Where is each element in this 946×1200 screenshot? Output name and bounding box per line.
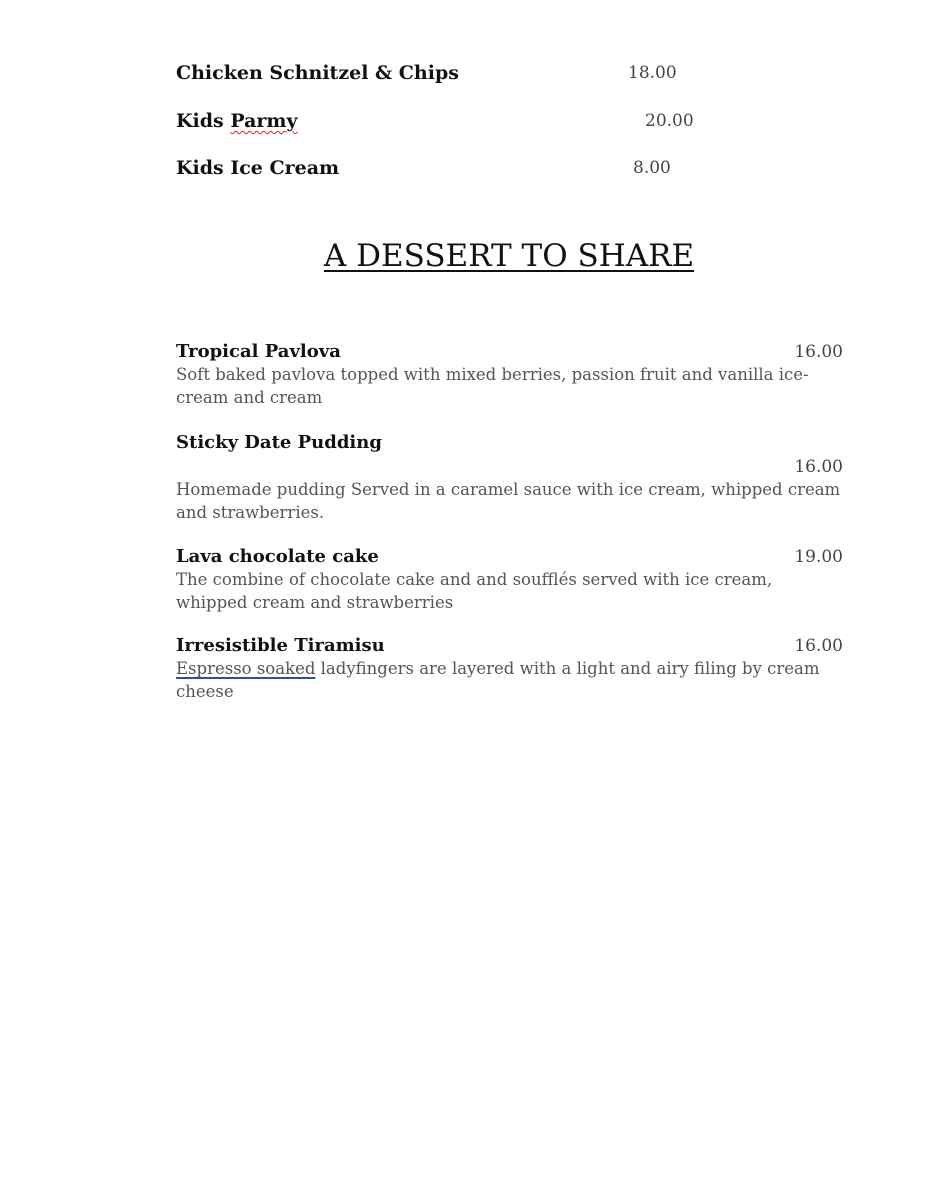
menu-item-price: 8.00: [633, 158, 671, 178]
grammar-flagged-phrase: Espresso soaked: [176, 659, 316, 678]
menu-item-name: Kids Ice Cream: [176, 157, 340, 179]
dessert-description: Soft baked pavlova topped with mixed berries, passion fruit and vanilla ice-cream and cream: [176, 365, 809, 407]
dessert-price: 19.00: [794, 547, 843, 567]
dessert-name: Sticky Date Pudding: [176, 432, 382, 453]
spellcheck-flagged-word: Parmy: [230, 110, 298, 132]
dessert-name: Irresistible Tiramisu: [176, 635, 385, 656]
dessert-item-tropical-pavlova: [176, 340, 843, 409]
dessert-name: Tropical Pavlova: [176, 341, 341, 362]
section-heading: A DESSERT TO SHARE: [323, 238, 695, 274]
menu-item-chicken-schnitzel: [176, 62, 736, 88]
dessert-item-sticky-date-pudding: [176, 431, 843, 524]
menu-item-name: Chicken Schnitzel & Chips: [176, 62, 459, 84]
dessert-item-irresistible-tiramisu: [176, 634, 843, 703]
dessert-price: 16.00: [794, 342, 843, 362]
dessert-name: Lava chocolate cake: [176, 546, 379, 567]
dessert-description: [176, 658, 843, 703]
menu-item-name: [176, 110, 298, 132]
dessert-price: 16.00: [794, 457, 843, 477]
dessert-price: 16.00: [794, 636, 843, 656]
dessert-description-rest: ladyfingers are layered with a light and airy filing by cream cheese: [176, 659, 820, 701]
menu-item-name-prefix: Kids: [176, 110, 231, 132]
dessert-description: Homemade pudding Served in a caramel sauce with ice cream, whipped cream and strawberries.: [176, 480, 841, 522]
menu-item-kids-ice-cream: [176, 157, 736, 183]
dessert-description: The combine of chocolate cake and and soufflés served with ice cream, whipped cream and strawberries: [176, 570, 773, 612]
dessert-item-lava-chocolate-cake: [176, 545, 843, 614]
menu-item-price: 20.00: [645, 111, 694, 131]
menu-item-kids-parmy: [176, 110, 736, 136]
menu-item-price: 18.00: [628, 63, 677, 83]
